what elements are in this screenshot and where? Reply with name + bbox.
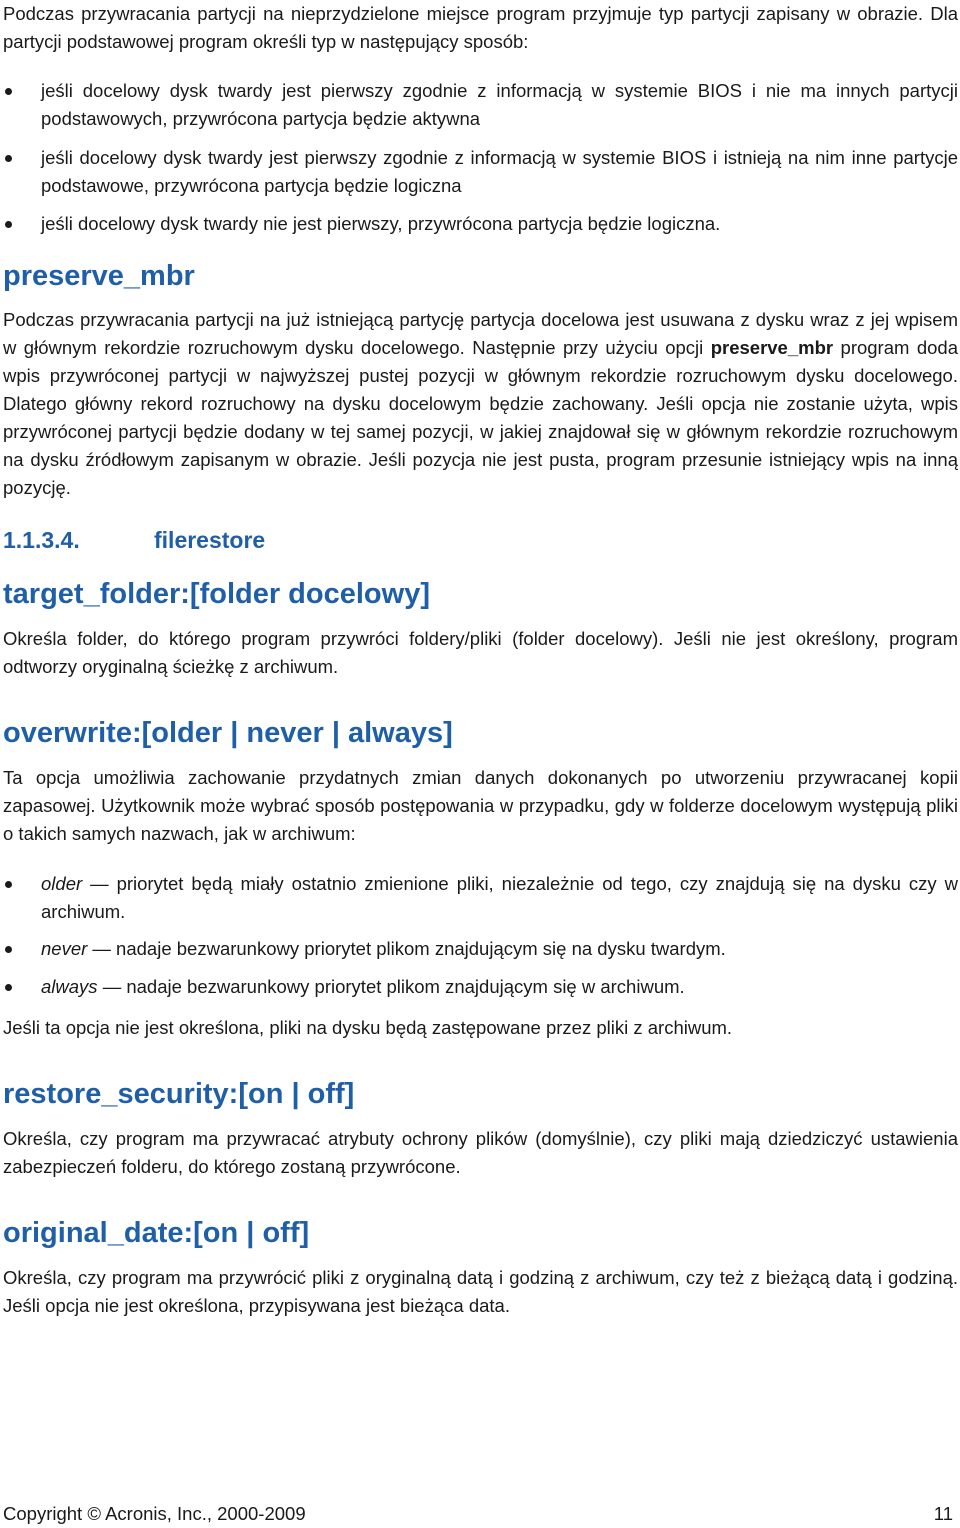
section-title: filerestore	[154, 527, 266, 553]
document-page	[3, 0, 958, 1320]
intro-paragraph: Podczas przywracania partycji na nieprzydzielone miejsce program przyjmuje typ partycji zapisany w obrazie. Dla partycji podstawowej program określi typ w następujący sposób:	[3, 3, 958, 52]
overwrite-default-paragraph: Jeśli ta opcja nie jest określona, pliki na dysku będą zastępowane przez pliki z archiwum.	[3, 1017, 733, 1038]
list-item	[3, 870, 958, 926]
overwrite-paragraph: Ta opcja umożliwia zachowanie przydatnych zmian danych dokonanych po utworzeniu przywracanej kopii zapasowej. Użytkownik może wybrać sposób postępowania w przypadku, gdy w folderze docelowym występują pliki o takich samych nazwach, jak w archiwum:	[3, 767, 958, 844]
heading-preserve-mbr: preserve_mbr	[3, 260, 195, 292]
preserve-mbr-paragraph	[3, 306, 958, 502]
list-item: jeśli docelowy dysk twardy nie jest pierwszy, przywrócona partycja będzie logiczna.	[3, 210, 958, 238]
overwrite-options-list	[3, 870, 958, 1001]
heading-restore-security: restore_security:[on | off]	[3, 1078, 355, 1110]
option-term: never	[41, 938, 88, 959]
section-heading-filerestore	[3, 525, 958, 555]
preserve-mbr-text-after: program doda wpis przywróconej partycji w najwyższej pustej pozycji w głównym rekordzie rozruchowym dysku docelowego. Dlatego główny rekord rozruchowy na dysku docelowym będzie zachowany. Jeśli opcja nie zostanie użyta, wpis przywróconej partycji będzie dodany w tej samej pozycji, w jakiej znajdował się w głównym rekordzie rozruchowym na dysku źródłowym zapisanym w obrazie. Jeśli pozycja nie jest pusta, program przesunie istniejący wpis na inną pozycję.	[3, 337, 958, 498]
partition-type-list	[3, 77, 958, 238]
heading-overwrite: overwrite:[older | never | always]	[3, 717, 453, 749]
list-item: jeśli docelowy dysk twardy jest pierwszy zgodnie z informacją w systemie BIOS i nie ma innych partycji podstawowych, przywrócona partycja będzie aktywna	[3, 77, 958, 133]
restore-security-paragraph: Określa, czy program ma przywracać atrybuty ochrony plików (domyślnie), czy pliki mają dziedziczyć ustawienia zabezpieczeń folderu, do którego zostaną przywrócone.	[3, 1128, 958, 1177]
list-item	[3, 973, 958, 1001]
list-item: jeśli docelowy dysk twardy jest pierwszy zgodnie z informacją w systemie BIOS i istnieją na nim inne partycje podstawowe, przywrócona partycja będzie logiczna	[3, 144, 958, 200]
preserve-mbr-bold-term: preserve_mbr	[710, 337, 834, 358]
option-description: — nadaje bezwarunkowy priorytet plikom znajdującym się w archiwum.	[97, 976, 685, 997]
option-term: older	[41, 873, 83, 894]
option-description: — nadaje bezwarunkowy priorytet plikom znajdującym się na dysku twardym.	[87, 938, 726, 959]
option-description: — priorytet będą miały ostatnio zmienione pliki, niezależnie od tego, czy znajdują się na dysku czy w archiwum.	[41, 873, 958, 922]
heading-original-date: original_date:[on | off]	[3, 1217, 310, 1249]
original-date-paragraph: Określa, czy program ma przywrócić pliki z oryginalną datą i godziną z archiwum, czy też z bieżącą datą i godziną. Jeśli opcja nie jest określona, przypisywana jest bieżąca data.	[3, 1267, 958, 1316]
option-term: always	[41, 976, 98, 997]
section-number: 1.1.3.4.	[3, 527, 80, 553]
copyright-text: Copyright © Acronis, Inc., 2000-2009	[3, 1503, 306, 1524]
target-folder-paragraph: Określa folder, do którego program przywróci foldery/pliki (folder docelowy). Jeśli nie jest określony, program odtworzy oryginalną ścieżkę z archiwum.	[3, 628, 958, 677]
page-footer	[3, 1502, 953, 1526]
heading-target-folder: target_folder:[folder docelowy]	[3, 578, 430, 610]
preserve-mbr-text-before: Podczas przywracania partycji na już istniejącą partycję partycja docelowa jest usuwana z dysku wraz z jej wpisem w głównym rekordzie rozruchowym dysku docelowego. Następnie przy użyciu opcji	[3, 309, 958, 358]
list-item	[3, 935, 958, 963]
page-number: 11	[933, 1503, 953, 1524]
